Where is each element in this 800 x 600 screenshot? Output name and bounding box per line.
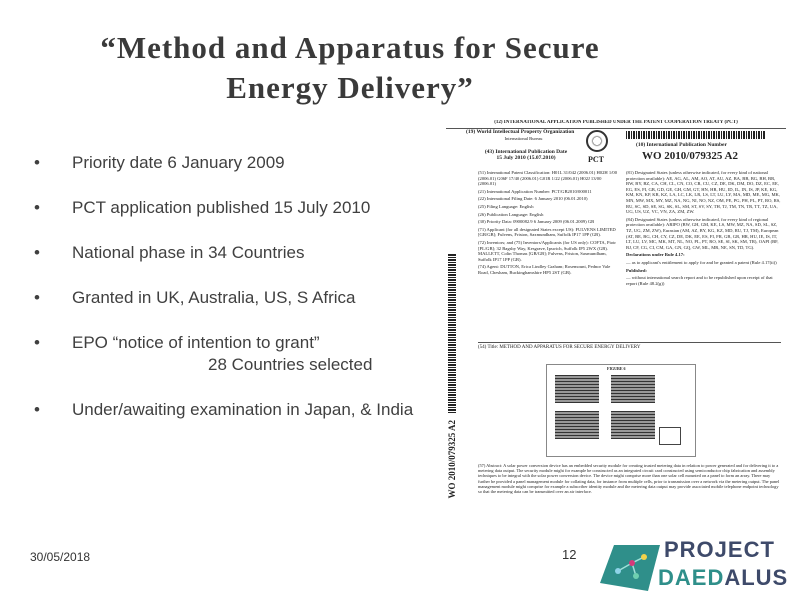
project-daedalus-logo bbox=[600, 537, 790, 597]
bullet-item bbox=[34, 197, 434, 219]
bureau: International Bureau bbox=[504, 135, 543, 141]
slide-date: 30/05/2018 bbox=[30, 550, 91, 564]
logo-mark-icon bbox=[600, 543, 662, 593]
bullet-item bbox=[34, 242, 434, 264]
patent-field: (51) International Patent Classification: H01L 31/042 (2006.01) H02H 1/00 (2006.01) G06F 17/40 (2006.01) G01R 1/22 (2006.01) H02J 13/00 (2006.01) bbox=[478, 170, 618, 187]
pct-label: PCT bbox=[588, 155, 604, 164]
bullet-list bbox=[34, 152, 434, 444]
bullet-text: Under/awaiting examination in Japan, & India bbox=[72, 400, 414, 419]
bullet-item bbox=[34, 332, 434, 376]
patent-field: Published: bbox=[626, 267, 647, 273]
bullet-icon: • bbox=[34, 153, 40, 172]
patent-field: (25) Filing Language: English bbox=[478, 203, 534, 209]
bullet-text: Granted in UK, Australia, US, S Africa bbox=[72, 288, 356, 307]
patent-field: (21) International Application Number: PCT/GB2010/000011 bbox=[478, 188, 592, 194]
bullet-subtext: 28 Countries selected bbox=[208, 355, 373, 374]
solar-cell-drawing bbox=[555, 411, 599, 439]
vertical-barcode-icon bbox=[448, 253, 456, 413]
bullet-icon: • bbox=[34, 243, 40, 262]
logo-text-project: PROJECT bbox=[664, 537, 775, 562]
pub-date-label: (43) International Publication Date bbox=[484, 149, 568, 155]
vertical-pub-number: WO 2010/079325 A2 bbox=[447, 420, 457, 499]
patent-field: (71) Applicant (for all designated States except US): FULVENS LIMITED [GB/GB]; Fulvens, Friston, Saxmundham, Suffolk IP17 1PP (GB). bbox=[478, 226, 616, 238]
patent-front-page-image bbox=[446, 120, 786, 535]
title-line-2: Energy Delivery” bbox=[226, 70, 474, 105]
patent-field: (26) Publication Language: English bbox=[478, 211, 544, 217]
patent-pub-date bbox=[476, 150, 576, 161]
bullet-icon: • bbox=[34, 333, 40, 352]
patent-field: (22) International Filing Date: 6 January 2010 (06.01.2010) bbox=[478, 196, 588, 202]
title-line-1: “Method and Apparatus for Secure bbox=[100, 30, 600, 65]
patent-org bbox=[466, 130, 581, 141]
logo-alus: ALUS bbox=[724, 565, 789, 590]
patent-left-column bbox=[478, 170, 618, 278]
patent-field: (74) Agent: DUTTON, Erica Lindley Graham; Rosemount, Pednor Vale Road, Chesham, Buckinghamshire HP5 2ST (GB). bbox=[478, 264, 611, 275]
management-module-drawing bbox=[659, 427, 681, 445]
patent-right-column bbox=[626, 170, 781, 288]
bullet-icon: • bbox=[34, 288, 40, 307]
pub-date: 15 July 2010 (15.07.2010) bbox=[496, 154, 556, 161]
patent-field: (30) Priority Data: 0900082.9 6 January 2009 (06.01.2009) GB bbox=[478, 219, 595, 225]
bullet-item bbox=[34, 399, 434, 421]
patent-field: (72) Inventors; and (75) Inventors/Applicants (for US only): COFTA, Piotr [PL/GB]; 32 Bagsby Way, Kesgrave, Ipswich, Suffolk IP5 2WX (GB). MALLETT, Colin Thomas [GB/GB]; Fulvens, Friston, Saxmundham, Suffolk IP17 1PP (GB). bbox=[478, 239, 616, 262]
page-number: 12 bbox=[562, 547, 577, 562]
logo-text-daedalus bbox=[658, 565, 788, 591]
org-name: (19) World Intellectual Property Organization bbox=[466, 129, 575, 135]
bullet-icon: • bbox=[34, 198, 40, 217]
solar-cell-drawing bbox=[611, 375, 655, 403]
barcode-icon bbox=[626, 131, 766, 139]
patent-figure bbox=[546, 364, 696, 457]
patent-title: (54) Title: METHOD AND APPARATUS FOR SECURE ENERGY DELIVERY bbox=[478, 342, 781, 351]
patent-field: — as to applicant's entitlement to apply for and be granted a patent (Rule 4.17(ii)) bbox=[626, 259, 777, 265]
solar-cell-drawing bbox=[555, 375, 599, 403]
bullet-item bbox=[34, 152, 434, 174]
wipo-seal-icon bbox=[586, 130, 608, 152]
figure-label: FIGURE 6 bbox=[607, 366, 626, 371]
bullet-item bbox=[34, 287, 434, 309]
patent-header: (12) INTERNATIONAL APPLICATION PUBLISHED UNDER THE PATENT COOPERATION TREATY (PCT) bbox=[446, 120, 786, 129]
patent-field: — without international search report and to be republished upon receipt of that report (Rule 48.2(g)) bbox=[626, 275, 773, 286]
patent-field: Declarations under Rule 4.17: bbox=[626, 252, 685, 258]
bullet-text: PCT application published 15 July 2010 bbox=[72, 198, 371, 217]
bullet-text: EPO “notice of intention to grant” bbox=[72, 333, 320, 352]
pub-number: WO 2010/079325 A2 bbox=[642, 150, 738, 162]
patent-abstract: (57) Abstract: A solar power conversion device has an embedded security module for creating trusted metering data in relation to power generated and for delivering it to a metering data output. The security module might for example be constructed as an integrated circuit card constructed using semiconductor chip fabrication and assembly techniques to be integral with the solar power conversion device. The device might comprise more than one solar cell mounted on a panel to form an array. There may further be provided a panel management module for collating data, for instance from multiple cells, prior to transmission over a network via the metering output. The panel management module might comprise for example a subscriber identity module and the metering data output may provide associated mobile telephone endpoint technology so that the metering data can be transmitted over an air interface. bbox=[478, 463, 780, 495]
pub-number-label: (10) International Publication Number bbox=[636, 142, 727, 148]
logo-daed: DAED bbox=[658, 565, 725, 590]
slide-title bbox=[10, 28, 690, 108]
bullet-icon: • bbox=[34, 400, 40, 419]
bullet-text: Priority date 6 January 2009 bbox=[72, 153, 285, 172]
patent-field: (84) Designated States (unless otherwise indicated, for every kind of regional protection available): ARIPO (BW, GH, GM, KE, LS, MW, MZ, NA, SD, SL, SZ, TZ, UG, ZM, ZW), Eurasian (AM, AZ, BY, KG, KZ, MD, RU, TJ, TM), European (AT, BE, BG, CH, CY, CZ, DE, DK, EE, ES, FI, FR, GB, GR, HR, HU, IE, IS, IT, LT, LU, LV, MC, MK, MT, NL, NO, PL, PT, RO, SE, SI, SK, SM, TR), OAPI (BF, BJ, CF, CG, CI, CM, GA, GN, GQ, GW, ML, MR, NE, SN, TD, TG). bbox=[626, 216, 779, 250]
patent-field: (81) Designated States (unless otherwise indicated, for every kind of national protection available): AE, AG, AL, AM, AO, AT, AU, AZ, BA, BB, BG, BH, BR, BW, BY, BZ, CA, CH, CL, CN, CO, CR, CU, CZ, DE, DK, DM, DO, DZ, EC, EE, EG, ES, FI, GB, GD, GE, GH, GM, GT, HN, HR, HU, ID, IL, IN, IS, JP, KE, KG, KM, KN, KP, KR, KZ, LA, LC, LK, LR, LS, LT, LU, LY, MA, MD, ME, MG, MK, MN, MW, MX, MY, MZ, NA, NG, NI, NO, NZ, OM, PE, PG, PH, PL, PT, RO, RS, RU, SC, SD, SE, SG, SK, SL, SM, ST, SV, SY, TH, TJ, TM, TN, TR, TT, TZ, UA, UG, US, UZ, VC, VN, ZA, ZM, ZW. bbox=[626, 170, 781, 215]
solar-cell-drawing bbox=[611, 411, 655, 439]
bullet-text: National phase in 34 Countries bbox=[72, 243, 305, 262]
